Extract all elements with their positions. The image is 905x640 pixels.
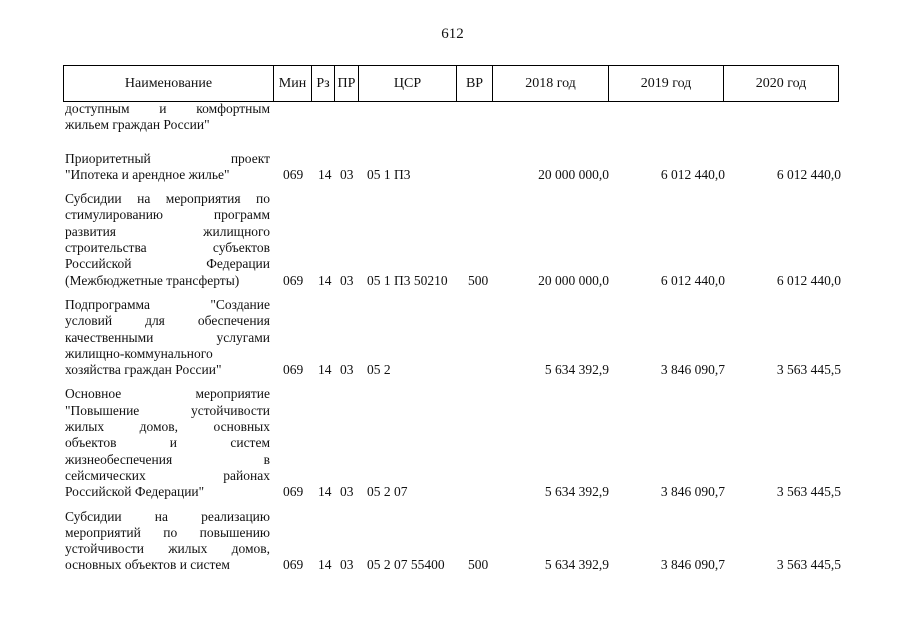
- row-name-line: условий для обеспечения: [65, 313, 270, 329]
- cell-pr: 03: [340, 557, 354, 573]
- cell-min: 069: [283, 272, 304, 288]
- cell-pr: 03: [340, 272, 354, 288]
- row-name-line: сейсмических районах: [65, 467, 270, 483]
- cell-y2018: 5 634 392,9: [544, 484, 609, 500]
- cell-y2019: 6 012 440,0: [660, 272, 725, 288]
- cell-rz: 14: [318, 166, 332, 182]
- row-name-line: стимулированию программ: [65, 207, 270, 223]
- row-name-line: развития жилищного: [65, 223, 270, 239]
- cell-y2020: 3 563 445,5: [776, 362, 841, 378]
- row-name-line: основных объектов и систем: [65, 557, 230, 573]
- table-row: [63, 151, 843, 184]
- cell-min: 069: [283, 557, 304, 573]
- table-row: [63, 191, 843, 289]
- row-name-line: Российской Федерации: [65, 256, 270, 272]
- cell-pr: 03: [340, 484, 354, 500]
- row-name-line: хозяйства граждан России": [65, 362, 222, 378]
- cell-y2018: 5 634 392,9: [544, 557, 609, 573]
- row-name-line: Приоритетный проект: [65, 150, 270, 166]
- row-name-line: "Ипотека и арендное жилье": [65, 166, 230, 182]
- row-name-line: Российской Федерации": [65, 484, 205, 500]
- cell-csr: 05 2 07: [367, 484, 408, 500]
- cell-vr: 500: [468, 557, 489, 573]
- cell-y2019: 3 846 090,7: [660, 362, 725, 378]
- row-name-line: доступным и комфортным: [65, 101, 270, 116]
- cell-csr: 05 2: [367, 362, 391, 378]
- header-csr: ЦСР: [359, 66, 457, 102]
- table-row: [63, 509, 843, 574]
- row-name: [65, 297, 270, 378]
- row-name-line: Подпрограмма "Создание: [65, 296, 270, 312]
- header-2019: 2019 год: [609, 66, 724, 102]
- cell-min: 069: [283, 484, 304, 500]
- row-name: [65, 101, 270, 134]
- row-name-line: Субсидии на реализацию: [65, 508, 270, 524]
- header-min: Мин: [274, 66, 312, 102]
- cell-csr: 05 2 07 55400: [367, 557, 445, 573]
- cell-pr: 03: [340, 362, 354, 378]
- table-row: [63, 386, 843, 500]
- header-name: Наименование: [64, 66, 274, 102]
- cell-rz: 14: [318, 362, 332, 378]
- header-rz: Рз: [312, 66, 335, 102]
- cell-csr: 05 1 П3: [367, 166, 411, 182]
- row-name-line: жилищно-коммунального: [65, 345, 213, 361]
- header-pr: ПР: [335, 66, 359, 102]
- cell-y2020: 3 563 445,5: [776, 484, 841, 500]
- row-name-line: Субсидии на мероприятия по: [65, 191, 270, 207]
- row-name-line: жильем граждан России": [65, 117, 210, 133]
- cell-y2019: 3 846 090,7: [660, 484, 725, 500]
- page-number: 612: [441, 26, 464, 42]
- row-name: [65, 509, 270, 574]
- cell-y2019: 3 846 090,7: [660, 557, 725, 573]
- cell-y2018: 20 000 000,0: [538, 166, 609, 182]
- row-name-line: качественными услугами: [65, 329, 270, 345]
- row-name-line: (Межбюджетные трансферты): [65, 272, 240, 288]
- cell-y2020: 3 563 445,5: [776, 557, 841, 573]
- row-name-line: мероприятий по повышению: [65, 524, 270, 540]
- cell-min: 069: [283, 166, 304, 182]
- row-name-line: "Повышение устойчивости: [65, 402, 270, 418]
- cell-y2019: 6 012 440,0: [660, 166, 725, 182]
- header-2018: 2018 год: [493, 66, 609, 102]
- row-name: [65, 191, 270, 289]
- row-name-line: устойчивости жилых домов,: [65, 541, 270, 557]
- row-name-line: жилых домов, основных: [65, 419, 270, 435]
- row-name-line: объектов и систем: [65, 435, 270, 451]
- row-name-line: жизнеобеспечения в: [65, 451, 270, 467]
- cell-csr: 05 1 П3 50210: [367, 272, 448, 288]
- table-row: [63, 101, 843, 134]
- table-header: [63, 65, 839, 102]
- row-name: [65, 151, 270, 184]
- cell-rz: 14: [318, 484, 332, 500]
- cell-y2018: 5 634 392,9: [544, 362, 609, 378]
- row-name: [65, 386, 270, 500]
- header-vr: ВР: [457, 66, 493, 102]
- table-body: [63, 101, 843, 574]
- row-name-line: Основное мероприятие: [65, 386, 270, 402]
- cell-y2020: 6 012 440,0: [776, 166, 841, 182]
- table-row: [63, 297, 843, 378]
- cell-min: 069: [283, 362, 304, 378]
- cell-pr: 03: [340, 166, 354, 182]
- cell-rz: 14: [318, 557, 332, 573]
- cell-y2020: 6 012 440,0: [776, 272, 841, 288]
- header-2020: 2020 год: [724, 66, 839, 102]
- cell-vr: 500: [468, 272, 489, 288]
- cell-rz: 14: [318, 272, 332, 288]
- row-name-line: строительства субъектов: [65, 240, 270, 256]
- cell-y2018: 20 000 000,0: [538, 272, 609, 288]
